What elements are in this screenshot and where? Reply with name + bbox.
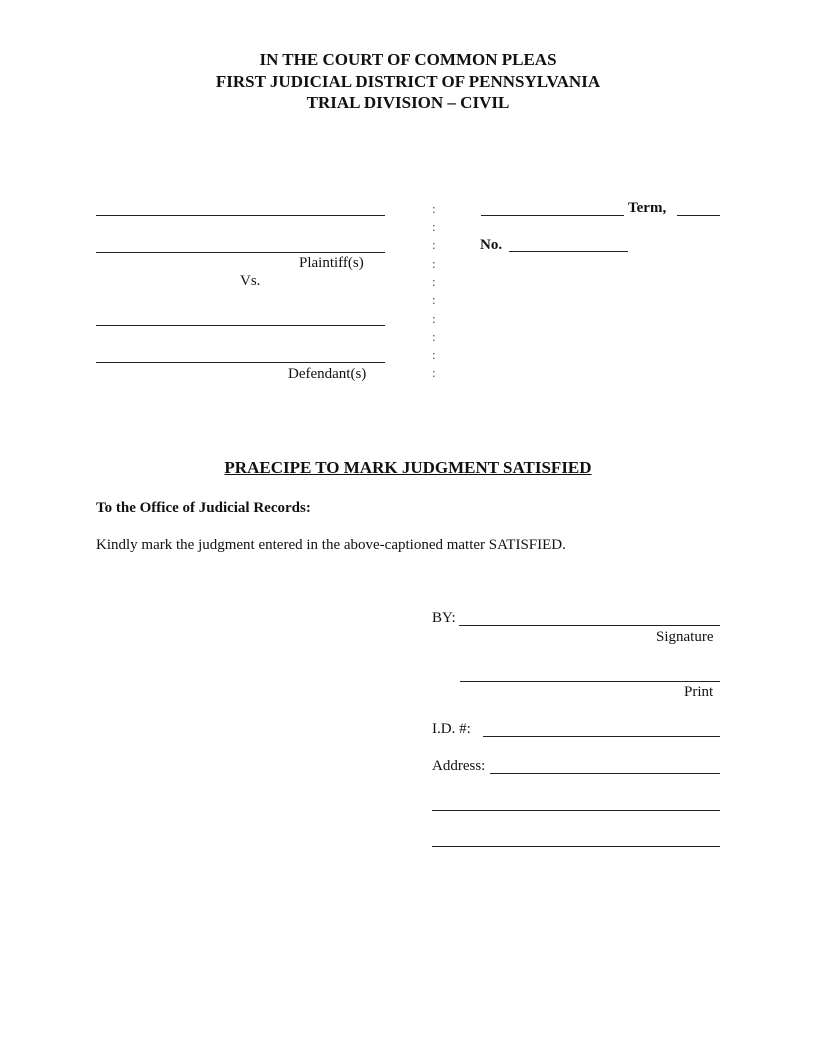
caption-divider-colon: : xyxy=(432,274,436,289)
defendant-line-2[interactable] xyxy=(96,362,385,363)
caption-divider-colon: : xyxy=(432,292,436,307)
id-label: I.D. #: xyxy=(432,721,471,737)
address-line-3[interactable] xyxy=(432,846,720,847)
id-number-field[interactable] xyxy=(483,736,720,737)
term-field[interactable] xyxy=(481,215,624,216)
caption-divider-colon: : xyxy=(432,329,436,344)
print-caption: Print xyxy=(684,684,714,700)
defendant-label: Defendant(s) xyxy=(288,366,367,382)
by-label: BY: xyxy=(432,610,456,626)
number-label: No. xyxy=(480,237,503,253)
caption-divider-colon: : xyxy=(432,365,436,380)
caption-divider-colon: : xyxy=(432,237,436,252)
caption-divider-colon: : xyxy=(432,201,436,216)
defendant-line-1[interactable] xyxy=(96,325,385,326)
case-number-field[interactable] xyxy=(509,251,628,252)
term-label: Term, xyxy=(628,200,667,216)
address-line-1[interactable] xyxy=(490,773,720,774)
body-text: Kindly mark the judgment entered in the above-captioned matter SATISFIED. xyxy=(96,537,566,553)
district-heading: FIRST JUDICIAL DISTRICT OF PENNSYLVANIA xyxy=(215,72,601,91)
print-name-field[interactable] xyxy=(460,681,720,682)
plaintiff-label: Plaintiff(s) xyxy=(299,255,364,271)
caption-divider-colon: : xyxy=(432,219,436,234)
caption-divider-colon: : xyxy=(432,256,436,271)
division-heading: TRIAL DIVISION – CIVIL xyxy=(306,93,510,112)
court-name-heading: IN THE COURT OF COMMON PLEAS xyxy=(259,50,557,69)
versus-label: Vs. xyxy=(240,273,261,289)
salutation: To the Office of Judicial Records: xyxy=(96,500,311,516)
caption-divider-colon: : xyxy=(432,311,436,326)
signature-field[interactable] xyxy=(459,625,720,626)
term-year-field[interactable] xyxy=(677,215,720,216)
document-title: PRAECIPE TO MARK JUDGMENT SATISFIED xyxy=(224,458,592,477)
plaintiff-line-2[interactable] xyxy=(96,252,385,253)
caption-divider-colon: : xyxy=(432,347,436,362)
address-label: Address: xyxy=(432,758,486,774)
plaintiff-line-1[interactable] xyxy=(96,215,385,216)
signature-caption: Signature xyxy=(656,629,714,645)
address-line-2[interactable] xyxy=(432,810,720,811)
